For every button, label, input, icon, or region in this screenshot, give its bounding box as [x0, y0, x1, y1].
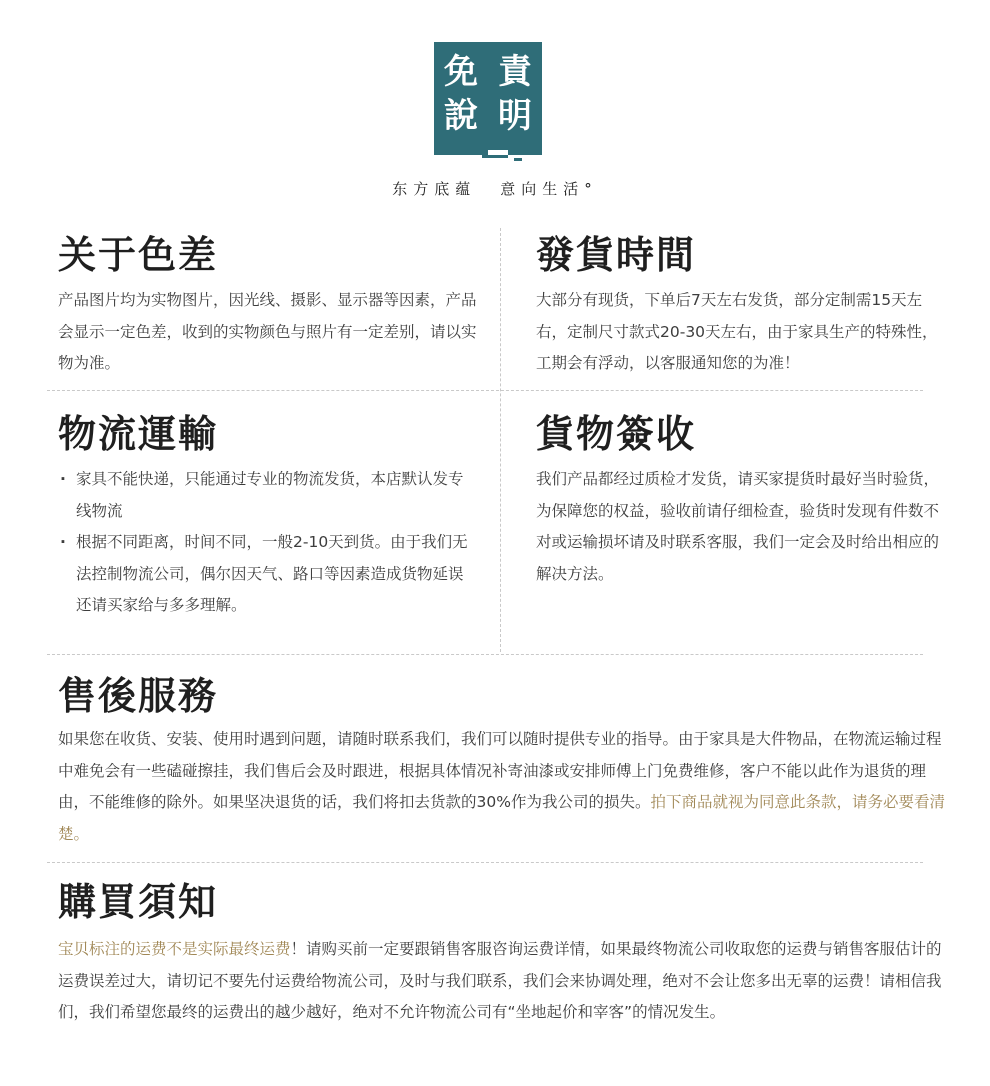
logistics-bullet: · 家具不能快递，只能通过专业的物流发货，本店默认发专线物流: [58, 464, 478, 527]
section-text: 大部分有现货，下单后7天左右发货，部分定制需15天左右，定制尺寸款式20-30天左右，由于家具生产的特殊性，工期会有浮动，以客服通知您的为准！: [536, 291, 938, 372]
purchase-notice-section: [58, 878, 953, 1029]
slogan-part: 意向生活°: [500, 180, 598, 198]
horizontal-divider: [47, 390, 923, 391]
section-title: 購買須知: [58, 879, 219, 924]
logo-char: 免: [444, 52, 478, 92]
after-sales-section: [58, 672, 953, 850]
purchase-highlight: 宝贝标注的运费不是实际最终运费: [58, 940, 291, 958]
purchase-text: ！请购买前一定要跟销售客服咨询运费详情，如果最终物流公司收取您的运费与销售客服估计的运费误差过大，请切记不要先付运费给物流公司，及时与我们联系，我们会来协调处理，绝对不会让您多出无辜的运费！请相信我们，我们希望您最终的运费出的越少越好，绝对不允许物流公司有“坐地起价和宰客”的情况发生。: [58, 940, 942, 1021]
section-title: 發貨時間: [536, 232, 697, 277]
logistics-section: [58, 410, 478, 622]
section-text: [58, 724, 953, 850]
section-title: 售後服務: [58, 673, 219, 718]
section-title: 貨物簽收: [536, 411, 697, 456]
horizontal-divider: [47, 654, 923, 655]
cloud-wave-icon: [434, 140, 542, 164]
color-difference-section: [58, 231, 478, 380]
brand-slogan: [300, 178, 690, 199]
logo-char: 責: [498, 52, 532, 92]
receipt-section: [536, 410, 946, 590]
slogan-part: 东方底蕴: [392, 180, 477, 198]
section-text: 产品图片均为实物图片，因光线、摄影、显示器等因素，产品会显示一定色差，收到的实物颜色与照片有一定差别，请以实物为准。: [58, 291, 477, 372]
after-sales-text: 如果您在收货、安装、使用时遇到问题，请随时联系我们，我们可以随时提供专业的指导。由于家具是大件物品，在物流运输过程中难免会有一些磕碰擦挂，我们售后会及时跟进，根据具体情况补寄油漆或安排师傅上门免费维修，客户不能以此作为退货的理由，不能维修的除外。如果坚决退货的话，我们将扣去货款的30%作为我公司的损失。: [58, 730, 942, 811]
section-title: 关于色差: [58, 232, 219, 277]
section-text: 我们产品都经过质检才发货，请买家提货时最好当时验货，为保障您的权益，验收前请仔细检查，验货时发现有件数不对或运输损坏请及时联系客服，我们一定会及时给出相应的解决方法。: [536, 470, 940, 583]
section-text: [58, 934, 953, 1029]
logo-char: 說: [444, 96, 478, 136]
vertical-divider: [500, 228, 501, 652]
horizontal-divider: [47, 862, 923, 863]
logistics-bullet: · 根据不同距离，时间不同，一般2-10天到货。由于我们无法控制物流公司，偶尔因天气、路口等因素造成货物延误还请买家给与多多理解。: [58, 527, 478, 622]
disclaimer-logo: [434, 42, 542, 164]
logo-char: 明: [498, 96, 532, 136]
section-title: 物流運輸: [58, 411, 219, 456]
shipping-time-section: [536, 231, 946, 380]
logo-text: [434, 52, 542, 136]
after-sales-highlight: 拍下商品就视为同意此条款，请务必要看清楚。: [58, 793, 945, 843]
